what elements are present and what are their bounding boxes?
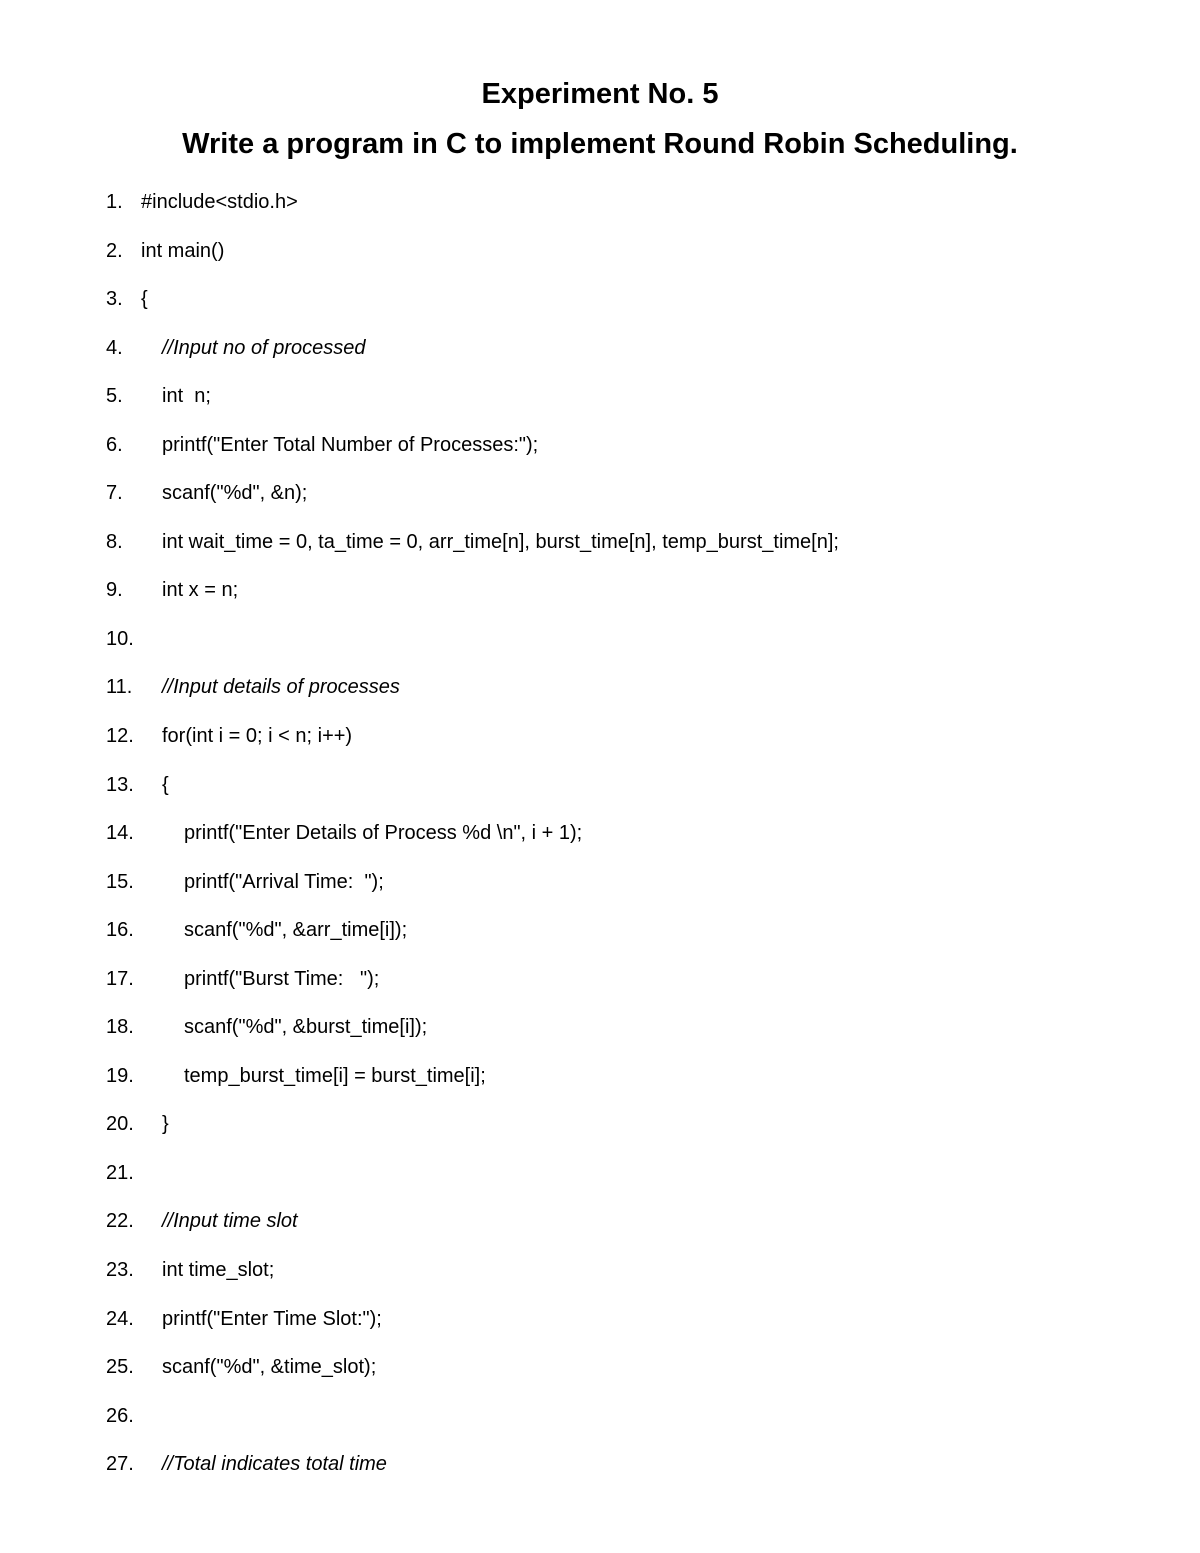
code-line — [0, 1056, 1200, 1105]
line-number: 7. — [106, 482, 123, 505]
code-line — [0, 1104, 1200, 1153]
code-line — [0, 959, 1200, 1008]
code-line — [0, 522, 1200, 571]
code-text: temp_burst_time[i] = burst_time[i]; — [184, 1064, 486, 1087]
code-line — [0, 376, 1200, 425]
code-text: #include<stdio.h> — [141, 191, 298, 213]
line-number: 14. — [106, 822, 134, 845]
code-line — [0, 862, 1200, 911]
code-listing — [0, 182, 1200, 1493]
code-text: printf("Burst Time: "); — [184, 967, 380, 990]
code-text: printf("Enter Total Number of Processes:"); — [162, 433, 539, 456]
code-text: for(int i = 0; i < n; i++) — [162, 725, 353, 748]
code-line — [0, 619, 1200, 668]
line-number: 23. — [106, 1259, 134, 1282]
code-comment: //Input time slot — [162, 1210, 298, 1233]
code-text: } — [162, 1113, 169, 1136]
code-line — [0, 667, 1200, 716]
code-text: scanf("%d", &n); — [162, 482, 308, 505]
code-line — [0, 1396, 1200, 1445]
code-text: { — [162, 773, 169, 796]
line-number: 15. — [106, 870, 134, 893]
code-line — [0, 910, 1200, 959]
line-number: 25. — [106, 1356, 134, 1379]
code-line — [0, 813, 1200, 862]
code-text: int time_slot; — [162, 1259, 275, 1282]
code-line — [0, 182, 1200, 231]
code-line — [0, 1007, 1200, 1056]
line-number: 18. — [106, 1016, 134, 1039]
code-line — [0, 1444, 1200, 1493]
line-number: 8. — [106, 530, 123, 553]
code-line — [0, 279, 1200, 328]
code-line — [0, 425, 1200, 474]
code-text: scanf("%d", &burst_time[i]); — [184, 1016, 428, 1039]
code-comment: //Input no of processed — [162, 336, 366, 359]
code-text: int n; — [162, 385, 211, 408]
code-line — [0, 765, 1200, 814]
code-text: int x = n; — [162, 579, 239, 602]
document-title: Experiment No. 5 — [481, 78, 719, 110]
line-number: 24. — [106, 1307, 134, 1330]
line-number: 1. — [106, 191, 123, 213]
line-number: 2. — [106, 239, 123, 262]
line-number: 3. — [106, 288, 123, 311]
line-number: 22. — [106, 1210, 134, 1233]
code-line — [0, 1153, 1200, 1202]
code-line — [0, 1250, 1200, 1299]
code-line — [0, 231, 1200, 280]
document-subtitle: Write a program in C to implement Round Robin Scheduling. — [182, 128, 1018, 160]
code-line — [0, 328, 1200, 377]
code-text: int wait_time = 0, ta_time = 0, arr_time[n], burst_time[n], temp_burst_time[n]; — [162, 530, 839, 553]
line-number: 17. — [106, 967, 134, 990]
line-number: 5. — [106, 385, 123, 408]
code-text: scanf("%d", &arr_time[i]); — [184, 919, 408, 942]
code-line — [0, 716, 1200, 765]
code-text: scanf("%d", &time_slot); — [162, 1356, 377, 1379]
code-text: printf("Enter Details of Process %d \n", i + 1); — [184, 822, 583, 845]
line-number: 10. — [106, 627, 134, 650]
code-line — [0, 570, 1200, 619]
code-line — [0, 1347, 1200, 1396]
code-text: printf("Arrival Time: "); — [184, 870, 384, 893]
code-line — [0, 473, 1200, 522]
code-text: int main() — [141, 239, 225, 262]
line-number: 20. — [106, 1113, 134, 1136]
line-number: 6. — [106, 433, 123, 456]
line-number: 13. — [106, 773, 134, 796]
line-number: 9. — [106, 579, 123, 602]
line-number: 12. — [106, 725, 134, 748]
code-text: printf("Enter Time Slot:"); — [162, 1307, 382, 1330]
line-number: 19. — [106, 1064, 134, 1087]
line-number: 27. — [106, 1453, 134, 1476]
code-comment: //Total indicates total time — [162, 1453, 387, 1476]
code-line — [0, 1201, 1200, 1250]
line-number: 21. — [106, 1161, 134, 1184]
line-number: 4. — [106, 336, 123, 359]
code-text: { — [141, 288, 148, 311]
line-number: 16. — [106, 919, 134, 942]
line-number: 11. — [106, 676, 133, 699]
line-number: 26. — [106, 1404, 134, 1427]
code-line — [0, 1299, 1200, 1348]
code-comment: //Input details of processes — [162, 676, 400, 699]
